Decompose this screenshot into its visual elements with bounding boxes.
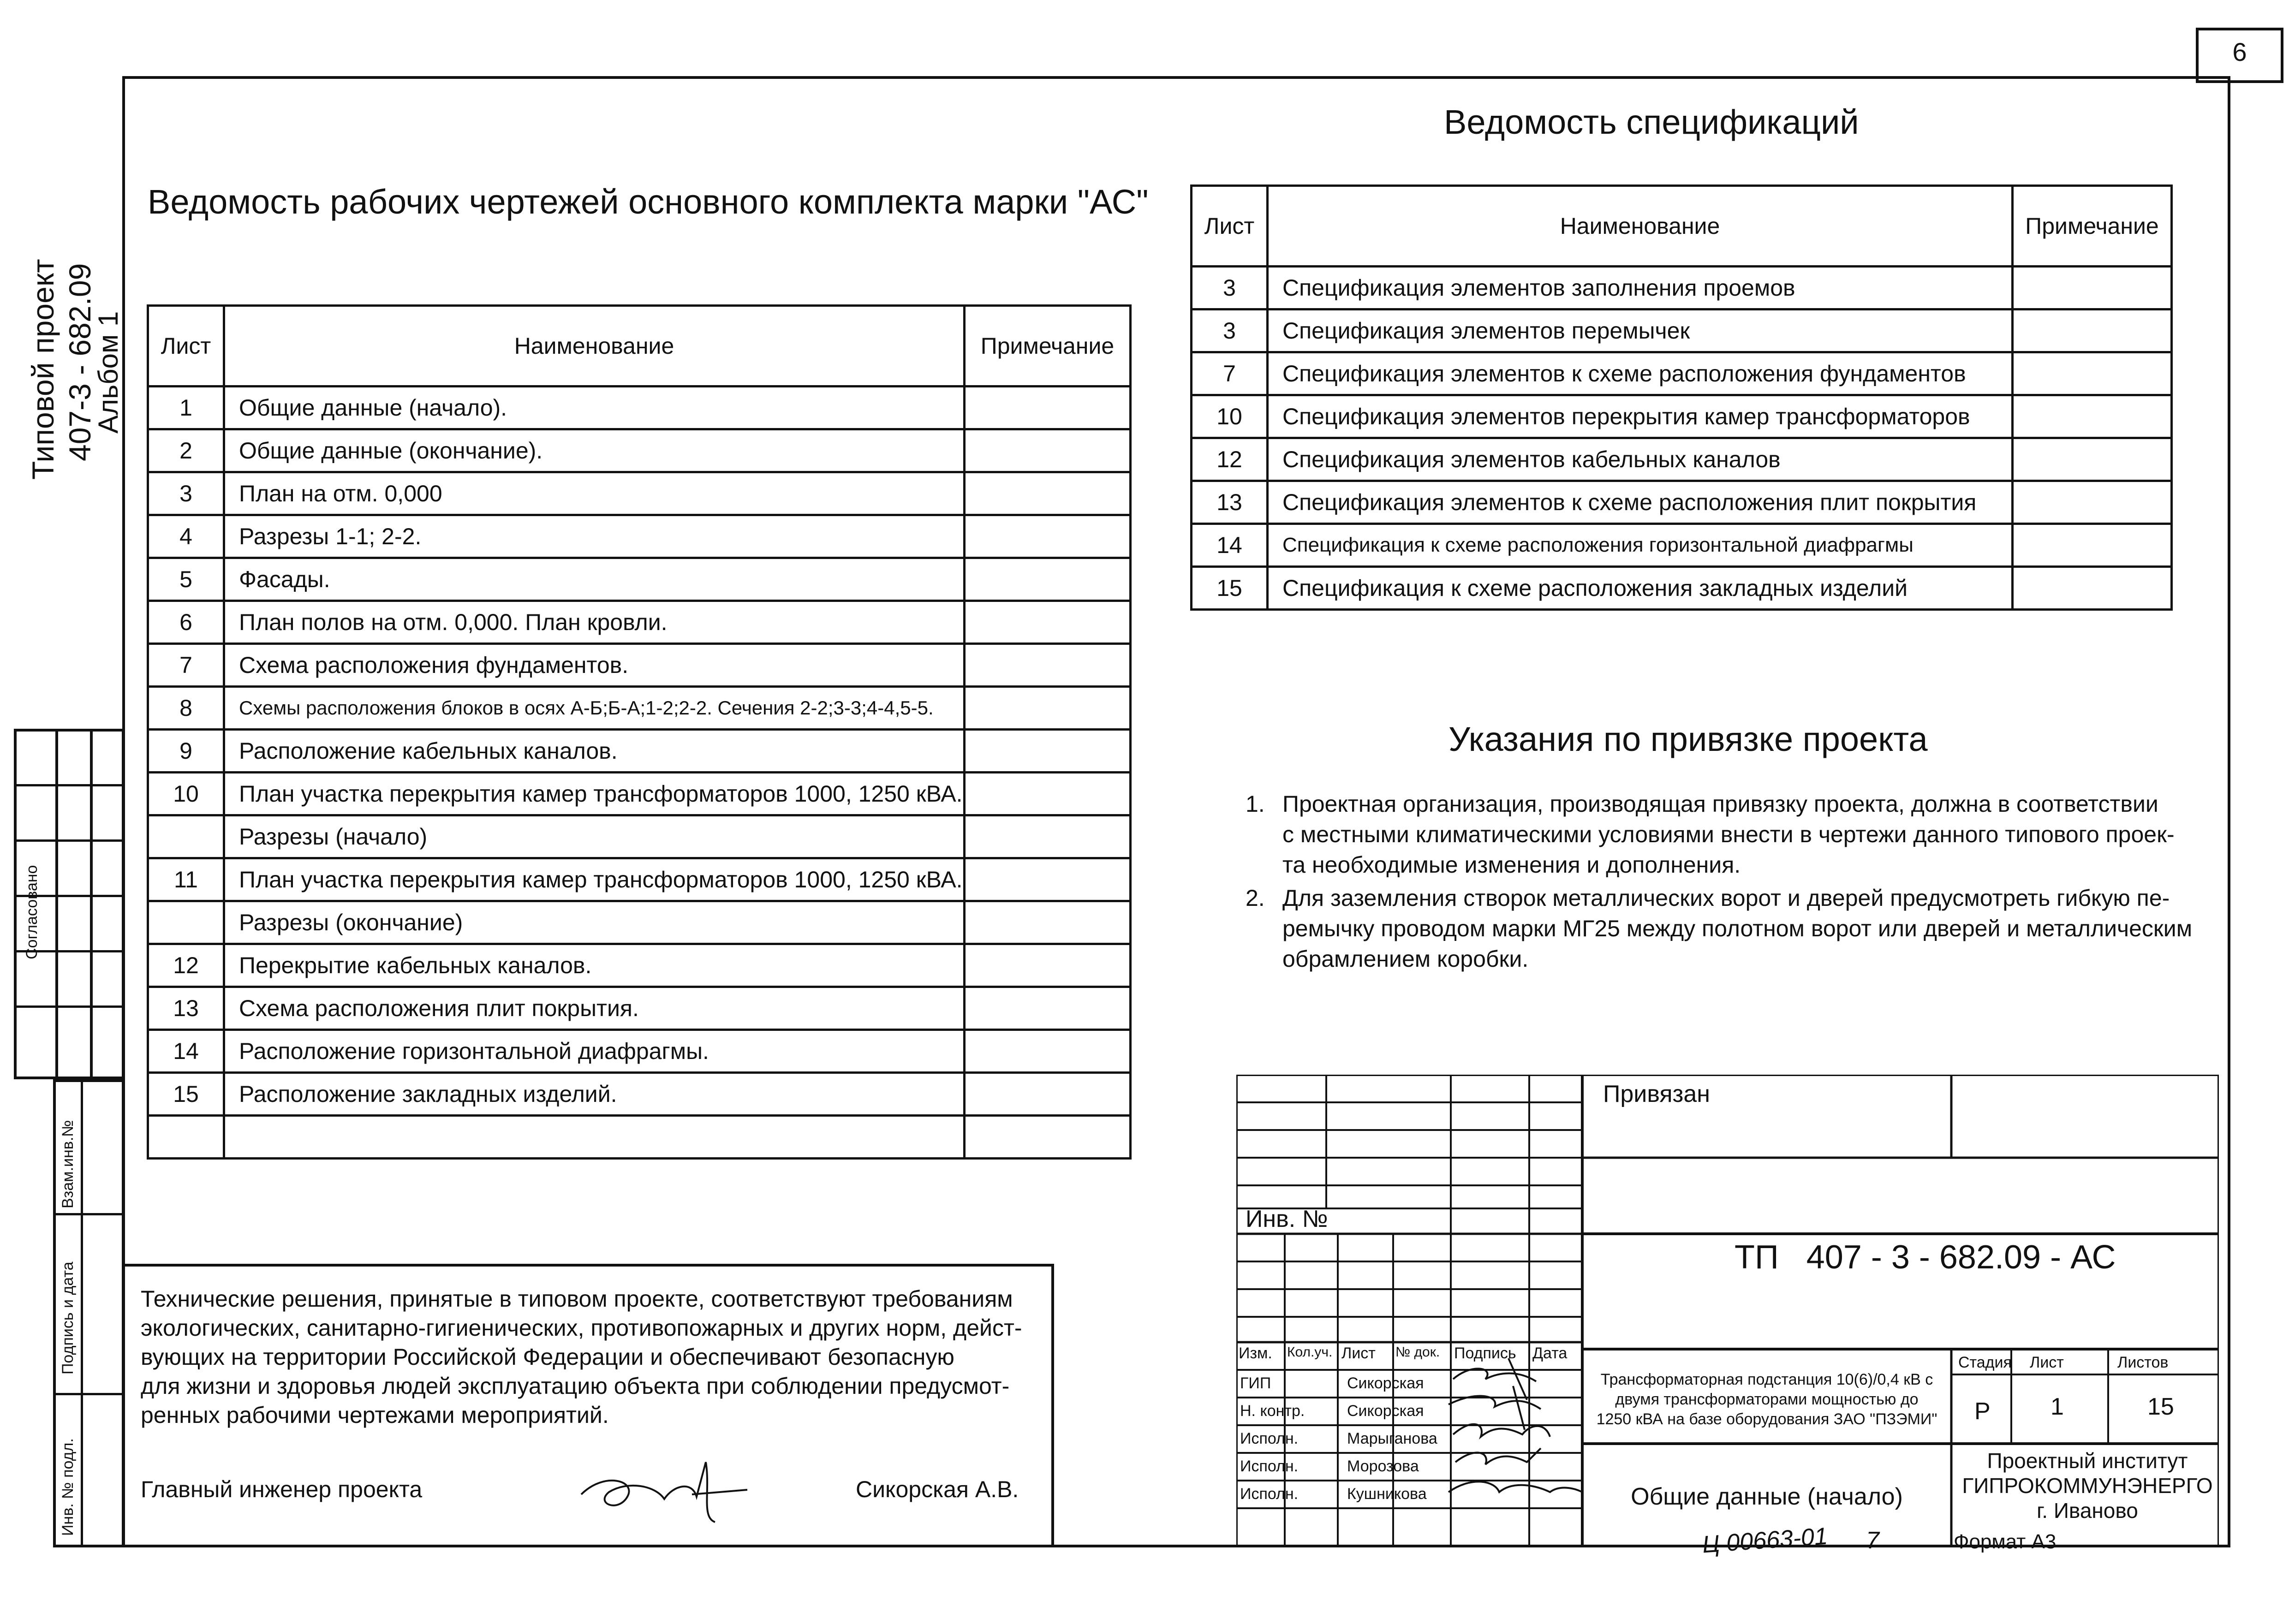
row-note	[965, 944, 1131, 987]
table-row	[148, 601, 1131, 644]
row-name: Спецификация к схеме расположения закладных изделий	[1268, 567, 2013, 610]
row-note	[965, 387, 1131, 429]
side-stamp-line1: Типовой проект	[26, 259, 60, 480]
row-note	[965, 558, 1131, 601]
row-note	[965, 1116, 1131, 1159]
title-block	[1236, 1075, 2219, 1547]
inventory-stamp-divider	[81, 1079, 83, 1547]
staff-role: Исполн.	[1240, 1430, 1299, 1447]
bound-label: Привязан	[1603, 1081, 1711, 1107]
spec-table-body	[1192, 267, 2172, 610]
row-name: Спецификация элементов перемычек	[1268, 309, 2013, 352]
sign-date-label: Подпись и дата	[59, 1261, 77, 1374]
row-name: Спецификация элементов к схеме расположения плит покрытия	[1268, 481, 2013, 524]
row-sheet	[148, 1116, 224, 1159]
table-row	[1192, 567, 2172, 610]
row-note	[965, 601, 1131, 644]
sheet-value: 1	[2051, 1393, 2064, 1420]
agreed-label: Согласовано	[23, 865, 41, 959]
inv-no-label: Инв. №	[1246, 1206, 1328, 1232]
staff-name: Кушникова	[1347, 1485, 1427, 1503]
row-sheet: 1	[148, 387, 224, 429]
spec-table-title: Ведомость спецификаций	[1444, 103, 1859, 141]
row-sheet: 13	[148, 987, 224, 1030]
row-note	[2013, 352, 2172, 395]
instructions-title: Указания по привязке проекта	[1449, 720, 1928, 758]
row-name: Спецификация элементов перекрытия камер трансформаторов	[1268, 395, 2013, 438]
row-note	[965, 901, 1131, 944]
org-line-3: г. Иваново	[2037, 1499, 2138, 1523]
instruction-line: Проектная организация, производящая привязку проекта, должна в соответствии	[1282, 791, 2158, 817]
compliance-line: экологических, санитарно-гигиенических, противопожарных и других норм, дейст-	[141, 1315, 1022, 1341]
row-name: План полов на отм. 0,000. План кровли.	[224, 601, 965, 644]
handwritten-seven: 7	[1866, 1527, 1879, 1554]
compliance-line: вующих на территории Российской Федерации и обеспечивают безопасную	[141, 1344, 954, 1370]
sheets-value: 15	[2147, 1393, 2174, 1420]
table-row	[1192, 438, 2172, 481]
row-name: План на отм. 0,000	[224, 472, 965, 515]
sheets-table-title: Ведомость рабочих чертежей основного комплекта марки "АС"	[148, 183, 1149, 221]
table-row	[148, 1116, 1131, 1159]
row-note	[965, 687, 1131, 730]
row-sheet: 9	[148, 730, 224, 773]
row-sheet: 7	[1192, 352, 1268, 395]
row-name: Разрезы (начало)	[224, 815, 965, 858]
col-izm: Изм.	[1239, 1344, 1272, 1362]
col-date: Дата	[1532, 1344, 1568, 1362]
row-note	[2013, 267, 2172, 309]
side-stamp-line2: 407-3 - 682.09	[63, 263, 97, 461]
instruction-item	[1246, 789, 2214, 880]
chief-name: Сикорская А.В.	[856, 1476, 1019, 1502]
row-name: Общие данные (начало).	[224, 387, 965, 429]
row-note	[965, 1030, 1131, 1073]
staff-signatures	[1444, 1354, 1592, 1520]
instruction-line: Для заземления створок металлических ворот и дверей предусмотреть гибкую пе-	[1282, 885, 2170, 911]
row-sheet: 10	[148, 773, 224, 815]
row-sheet: 3	[148, 472, 224, 515]
row-note	[2013, 567, 2172, 610]
org-line-1: Проектный институт	[1987, 1449, 2188, 1473]
row-sheet: 11	[148, 858, 224, 901]
row-name: Схемы расположения блоков в осях А-Б;Б-А;1-2;2-2. Сечения 2-2;3-3;4-4,5-5.	[224, 687, 965, 730]
row-sheet: 3	[1192, 309, 1268, 352]
row-sheet: 6	[148, 601, 224, 644]
table-row	[1192, 352, 2172, 395]
staff-name: Марыганова	[1347, 1430, 1437, 1447]
col-kol: Кол.уч.	[1287, 1344, 1333, 1360]
header-name: Наименование	[224, 306, 965, 387]
vz-inv-label: Взам.инв.№	[59, 1120, 77, 1208]
row-name: Общие данные (окончание).	[224, 429, 965, 472]
row-name: Спецификация элементов к схеме расположения фундаментов	[1268, 352, 2013, 395]
row-name: Спецификация элементов кабельных каналов	[1268, 438, 2013, 481]
drawing-name: Общие данные (начало)	[1631, 1483, 1903, 1510]
table-row	[148, 773, 1131, 815]
chief-signature	[577, 1453, 752, 1527]
object-line-2: двумя трансформаторами мощностью до	[1615, 1391, 1919, 1408]
stage-value: Р	[1974, 1398, 1991, 1425]
staff-role: Н. контр.	[1240, 1402, 1305, 1420]
row-note	[2013, 524, 2172, 567]
instruction-line: обрамлением коробки.	[1282, 946, 1529, 972]
row-sheet: 7	[148, 644, 224, 687]
row-sheet: 12	[1192, 438, 1268, 481]
row-sheet: 3	[1192, 267, 1268, 309]
table-row	[1192, 395, 2172, 438]
compliance-line: для жизни и здоровья людей эксплуатацию объекта при соблюдении предусмот-	[141, 1373, 1010, 1399]
row-sheet: 8	[148, 687, 224, 730]
table-row	[148, 858, 1131, 901]
row-note	[965, 730, 1131, 773]
row-name: План участка перекрытия камер трансформаторов 1000, 1250 кВА.	[224, 773, 965, 815]
handwritten-number: Ц 00663-01	[1701, 1523, 1829, 1559]
agreed-stamp-divider-2	[90, 729, 93, 1079]
staff-role: Исполн.	[1240, 1485, 1299, 1503]
agreed-stamp-hline-5	[14, 1005, 125, 1008]
row-note	[965, 1073, 1131, 1116]
row-name: Схема расположения плит покрытия.	[224, 987, 965, 1030]
row-note	[2013, 309, 2172, 352]
row-name: Схема расположения фундаментов.	[224, 644, 965, 687]
row-sheet: 15	[1192, 567, 1268, 610]
row-name: Расположение горизонтальной диафрагмы.	[224, 1030, 965, 1073]
row-name: План участка перекрытия камер трансформаторов 1000, 1250 кВА.	[224, 858, 965, 901]
compliance-text	[141, 1285, 1022, 1430]
spec-header-sheet: Лист	[1192, 186, 1268, 267]
row-note	[965, 815, 1131, 858]
row-sheet: 12	[148, 944, 224, 987]
row-note	[965, 515, 1131, 558]
row-note	[2013, 481, 2172, 524]
table-row	[148, 730, 1131, 773]
staff-role: Исполн.	[1240, 1457, 1299, 1475]
spec-table	[1190, 184, 2173, 611]
object-description	[1587, 1370, 1947, 1429]
row-sheet: 14	[148, 1030, 224, 1073]
row-note	[2013, 438, 2172, 481]
page-number: 6	[2232, 37, 2247, 66]
staff-name: Сикорская	[1347, 1402, 1424, 1420]
agreed-stamp-divider-1	[55, 729, 58, 1079]
drawing-code: ТП 407 - 3 - 682.09 - АС	[1735, 1239, 2116, 1276]
table-row	[1192, 524, 2172, 567]
row-note	[965, 644, 1131, 687]
object-line-3: 1250 кВА на базе оборудования ЗАО "ПЗЭМИ"	[1596, 1410, 1937, 1428]
organization	[1956, 1448, 2219, 1523]
table-row	[148, 1073, 1131, 1116]
row-sheet: 2	[148, 429, 224, 472]
sheets-table	[147, 304, 1132, 1160]
instruction-line: с местными климатическими условиями внести в чертежи данного типового проек-	[1282, 821, 2175, 847]
row-sheet: 14	[1192, 524, 1268, 567]
header-note: Примечание	[965, 306, 1131, 387]
sheets-table-header	[148, 306, 1131, 387]
table-row	[148, 815, 1131, 858]
format-label: Формат А3	[1954, 1530, 2057, 1553]
staff-name: Морозова	[1347, 1457, 1419, 1475]
table-row	[148, 644, 1131, 687]
row-note	[965, 858, 1131, 901]
instruction-number: 2.	[1246, 885, 1265, 911]
table-row	[148, 987, 1131, 1030]
row-sheet: 4	[148, 515, 224, 558]
header-sheet: Лист	[148, 306, 224, 387]
object-line-1: Трансформаторная подстанция 10(6)/0,4 кВ с	[1600, 1371, 1933, 1388]
table-row	[148, 1030, 1131, 1073]
row-name: Разрезы (окончание)	[224, 901, 965, 944]
col-doc: № док.	[1395, 1344, 1440, 1360]
instructions-list	[1246, 789, 2214, 977]
chief-label: Главный инженер проекта	[141, 1476, 423, 1502]
row-note	[965, 987, 1131, 1030]
agreed-stamp-hline-1	[14, 784, 125, 786]
spec-table-header	[1192, 186, 2172, 267]
table-row	[148, 687, 1131, 730]
row-note	[965, 429, 1131, 472]
col-sign: Подпись	[1454, 1344, 1516, 1362]
table-row	[148, 429, 1131, 472]
row-name: Расположение закладных изделий.	[224, 1073, 965, 1116]
row-sheet: 10	[1192, 395, 1268, 438]
row-name: Спецификация к схеме расположения горизонтальной диафрагмы	[1268, 524, 2013, 567]
table-row	[1192, 309, 2172, 352]
row-name: Фасады.	[224, 558, 965, 601]
table-row	[148, 901, 1131, 944]
row-sheet	[148, 901, 224, 944]
row-sheet: 13	[1192, 481, 1268, 524]
table-row	[1192, 267, 2172, 309]
row-name	[224, 1116, 965, 1159]
row-sheet: 5	[148, 558, 224, 601]
row-note	[965, 773, 1131, 815]
spec-header-name: Наименование	[1268, 186, 2013, 267]
inventory-stamp-hline-1	[53, 1213, 125, 1215]
row-name: Разрезы 1-1; 2-2.	[224, 515, 965, 558]
table-row	[148, 515, 1131, 558]
side-stamp-line3: Альбом 1	[93, 311, 124, 434]
sheet-label: Лист	[2030, 1354, 2064, 1371]
staff-name: Сикорская	[1347, 1374, 1424, 1392]
org-line-2: ГИПРОКОММУНЭНЕРГО	[1962, 1474, 2213, 1498]
inventory-stamp-hline-2	[53, 1393, 125, 1395]
spec-header-note: Примечание	[2013, 186, 2172, 267]
col-list: Лист	[1341, 1344, 1376, 1362]
sheets-label: Листов	[2117, 1354, 2169, 1371]
staff-role: ГИП	[1240, 1374, 1271, 1392]
compliance-line: Технические решения, принятые в типовом проекте, соответствуют требованиям	[141, 1286, 1013, 1312]
instruction-line: ремычку проводом марки МГ25 между полотном ворот или дверей и металлическим	[1282, 916, 2193, 941]
row-sheet: 15	[148, 1073, 224, 1116]
compliance-line: ренных рабочими чертежами мероприятий.	[141, 1402, 609, 1428]
table-row	[148, 944, 1131, 987]
table-row	[1192, 481, 2172, 524]
row-name: Перекрытие кабельных каналов.	[224, 944, 965, 987]
table-row	[148, 472, 1131, 515]
sheets-table-body	[148, 387, 1131, 1159]
instruction-line: та необходимые изменения и дополнения.	[1282, 852, 1741, 878]
agreed-stamp-hline-2	[14, 839, 125, 842]
instruction-number: 1.	[1246, 791, 1265, 817]
row-name: Спецификация элементов заполнения проемов	[1268, 267, 2013, 309]
instruction-item	[1246, 883, 2214, 974]
row-name: Расположение кабельных каналов.	[224, 730, 965, 773]
table-row	[148, 387, 1131, 429]
inv-podl-label: Инв. № подл.	[59, 1438, 77, 1536]
row-sheet	[148, 815, 224, 858]
row-note	[2013, 395, 2172, 438]
table-row	[148, 558, 1131, 601]
row-note	[965, 472, 1131, 515]
stage-label: Стадия	[1958, 1354, 2012, 1371]
